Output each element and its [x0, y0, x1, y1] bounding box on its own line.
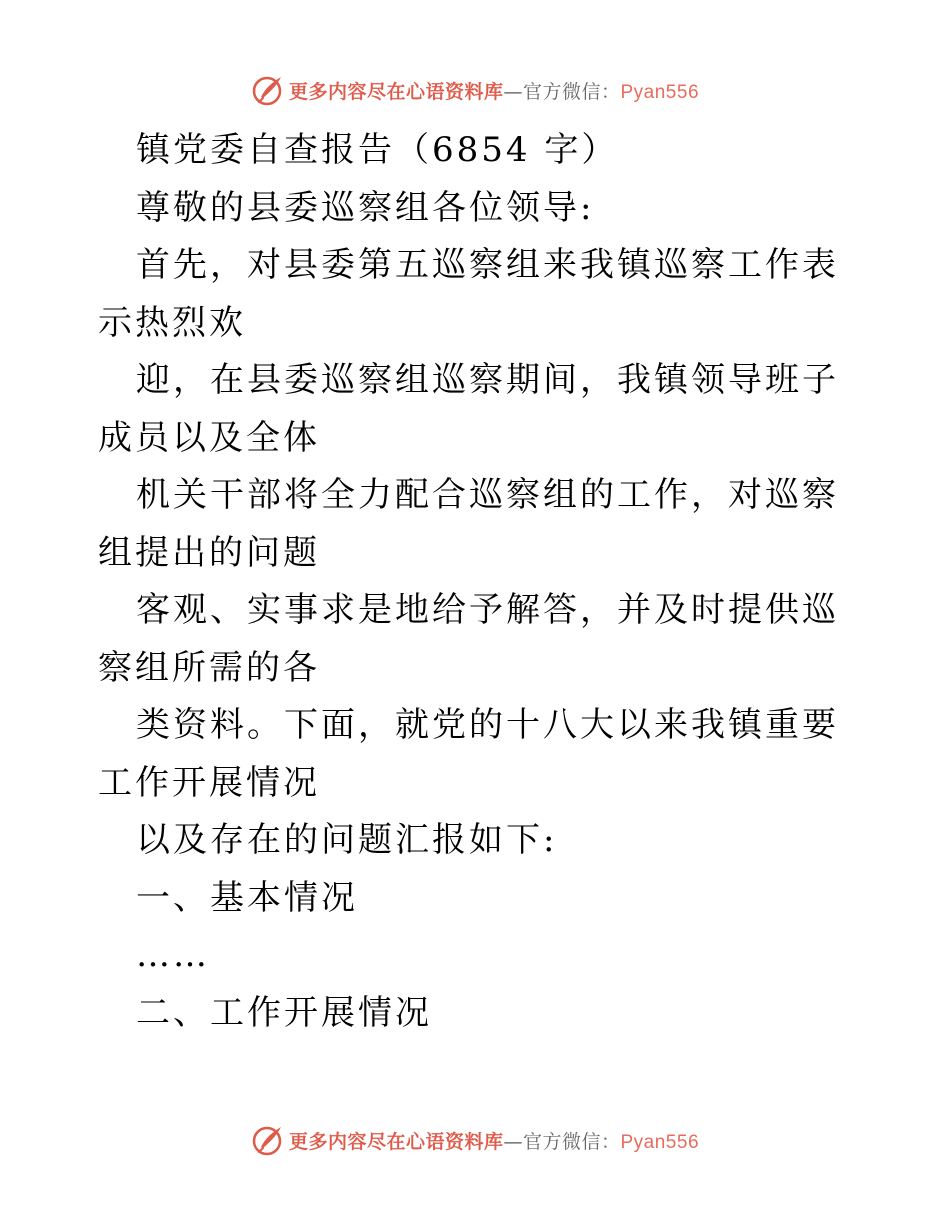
- body-paragraph: 客观、实事求是地给予解答，并及时提供巡察组所需的各: [98, 590, 839, 688]
- banner-main-text: 更多内容尽在心语资料库: [288, 1130, 504, 1153]
- footer-banner-text: [289, 1127, 699, 1154]
- banner-sub-text: 官方微信：: [522, 80, 621, 103]
- body-paragraph: 以及存在的问题汇报如下:: [136, 820, 558, 860]
- banner-handle: Pyan556: [620, 1131, 700, 1153]
- quill-logo-icon: [251, 1123, 285, 1157]
- banner-sub-text: 官方微信：: [522, 1130, 621, 1153]
- document-body: [98, 122, 858, 1042]
- banner-dash: —: [503, 1130, 523, 1153]
- footer-banner-content: [251, 1123, 699, 1157]
- banner-dash: —: [503, 80, 523, 103]
- quill-logo-icon: [251, 73, 285, 107]
- header-banner-text: [289, 77, 699, 104]
- footer-banner: [0, 1120, 950, 1160]
- body-paragraph: 机关干部将全力配合巡察组的工作，对巡察组提出的问题: [98, 475, 839, 573]
- section-heading-basic: 一、基本情况: [136, 877, 358, 918]
- ellipsis: ……: [136, 935, 210, 975]
- section-heading-work: 二、工作开展情况: [136, 992, 432, 1033]
- body-paragraph: 类资料。下面，就党的十八大以来我镇重要工作开展情况: [98, 705, 839, 803]
- body-paragraph: 迎，在县委巡察组巡察期间，我镇领导班子成员以及全体: [98, 360, 839, 458]
- document-title: 镇党委自查报告（6854 字）: [136, 130, 619, 170]
- banner-main-text: 更多内容尽在心语资料库: [288, 80, 504, 103]
- salutation: 尊敬的县委巡察组各位领导:: [136, 187, 595, 228]
- header-banner: [0, 70, 950, 110]
- header-banner-content: [251, 73, 699, 107]
- banner-handle: Pyan556: [620, 81, 700, 103]
- body-paragraph: 首先，对县委第五巡察组来我镇巡察工作表示热烈欢: [98, 245, 839, 343]
